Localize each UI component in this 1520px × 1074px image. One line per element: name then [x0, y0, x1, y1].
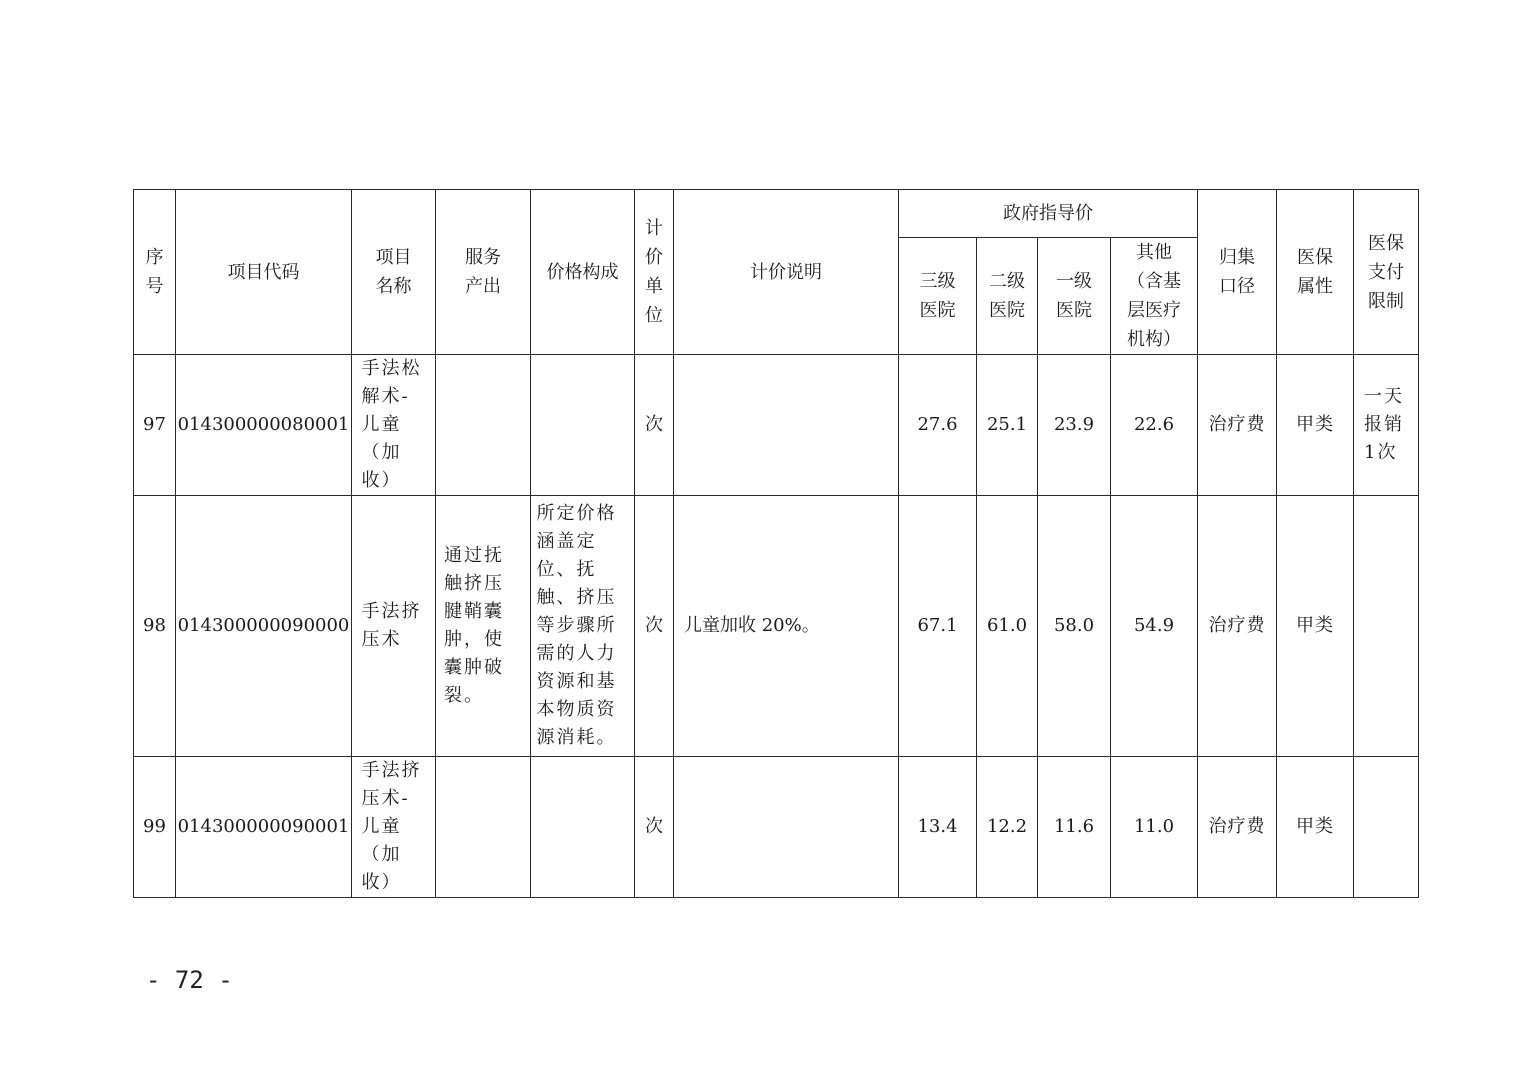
code-cell: 014300000080001	[176, 355, 352, 496]
header-level2: 二级医院	[977, 238, 1038, 355]
name-cell: 手法挤压术-儿童（加收）	[352, 757, 436, 898]
payment-limit-cell	[1354, 757, 1419, 898]
header-level1: 一级医院	[1038, 238, 1111, 355]
payment-limit-cell: 一天报销1次	[1354, 355, 1419, 496]
payment-limit-cell	[1354, 496, 1419, 757]
price-table	[133, 189, 1419, 898]
name-cell: 手法挤压术	[352, 496, 436, 757]
header-insurance-attr: 医保属性	[1277, 190, 1354, 355]
header-gov-price: 政府指导价	[899, 190, 1198, 238]
code-cell: 014300000090000	[176, 496, 352, 757]
table-row	[134, 355, 1419, 496]
composition-cell	[531, 355, 635, 496]
seq-cell: 97	[134, 355, 176, 496]
composition-cell: 所定价格涵盖定位、抚触、挤压等步骤所需的人力资源和基本物质资源消耗。	[531, 496, 635, 757]
page-number: - 72 -	[146, 966, 233, 994]
header-other: 其他（含基层医疗机构）	[1111, 238, 1198, 355]
header-note: 计价说明	[674, 190, 899, 355]
level1-price-cell: 58.0	[1038, 496, 1111, 757]
category-cell: 治疗费	[1198, 496, 1277, 757]
other-price-cell: 11.0	[1111, 757, 1198, 898]
header-name: 项目名称	[352, 190, 436, 355]
header-category: 归集口径	[1198, 190, 1277, 355]
header-unit: 计价单位	[635, 190, 674, 355]
table-header	[134, 190, 1419, 355]
level3-price-cell: 27.6	[899, 355, 977, 496]
insurance-attr-cell: 甲类	[1277, 496, 1354, 757]
unit-cell: 次	[635, 757, 674, 898]
header-payment-limit: 医保支付限制	[1354, 190, 1419, 355]
header-level3: 三级医院	[899, 238, 977, 355]
note-cell: 儿童加收 20%。	[674, 496, 899, 757]
note-cell	[674, 757, 899, 898]
composition-cell	[531, 757, 635, 898]
code-cell: 014300000090001	[176, 757, 352, 898]
insurance-attr-cell: 甲类	[1277, 757, 1354, 898]
header-output: 服务产出	[436, 190, 531, 355]
header-code: 项目代码	[176, 190, 352, 355]
level2-price-cell: 12.2	[977, 757, 1038, 898]
level1-price-cell: 11.6	[1038, 757, 1111, 898]
insurance-attr-cell: 甲类	[1277, 355, 1354, 496]
unit-cell: 次	[635, 355, 674, 496]
category-cell: 治疗费	[1198, 757, 1277, 898]
output-cell	[436, 355, 531, 496]
seq-cell: 98	[134, 496, 176, 757]
level3-price-cell: 13.4	[899, 757, 977, 898]
table-row	[134, 757, 1419, 898]
seq-cell: 99	[134, 757, 176, 898]
other-price-cell: 54.9	[1111, 496, 1198, 757]
level2-price-cell: 25.1	[977, 355, 1038, 496]
name-cell: 手法松解术-儿童（加收）	[352, 355, 436, 496]
table-body	[134, 355, 1419, 898]
table-row	[134, 496, 1419, 757]
output-cell	[436, 757, 531, 898]
header-composition: 价格构成	[531, 190, 635, 355]
unit-cell: 次	[635, 496, 674, 757]
level2-price-cell: 61.0	[977, 496, 1038, 757]
level1-price-cell: 23.9	[1038, 355, 1111, 496]
output-cell: 通过抚触挤压腱鞘囊肿，使囊肿破裂。	[436, 496, 531, 757]
category-cell: 治疗费	[1198, 355, 1277, 496]
other-price-cell: 22.6	[1111, 355, 1198, 496]
level3-price-cell: 67.1	[899, 496, 977, 757]
note-cell	[674, 355, 899, 496]
header-seq: 序号	[134, 190, 176, 355]
